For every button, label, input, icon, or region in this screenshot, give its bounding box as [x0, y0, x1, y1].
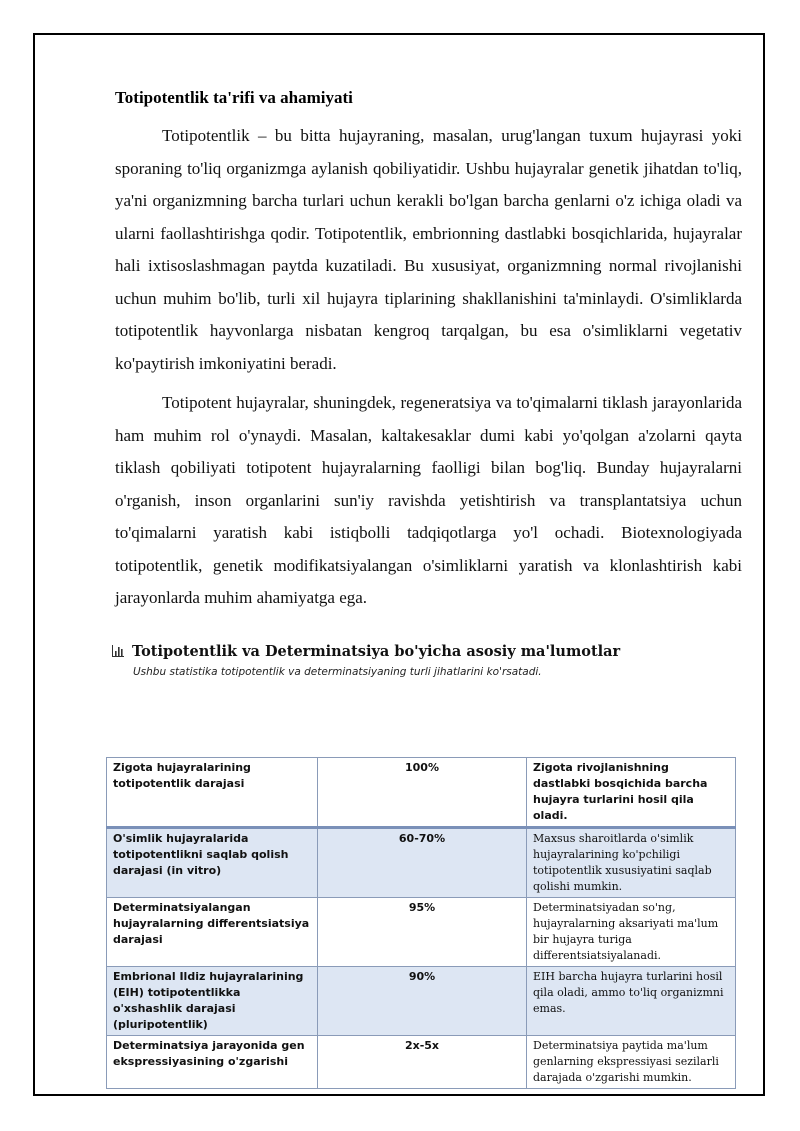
- table-title: [112, 643, 742, 660]
- row-value: 60-70%: [318, 828, 527, 898]
- row-label: Determinatsiya jarayonida gen ekspressiyasining o'zgarishi: [107, 1036, 318, 1089]
- row-label: O'simlik hujayralarida totipotentlikni saqlab qolish darajasi (in vitro): [107, 828, 318, 898]
- row-value: 100%: [318, 758, 527, 828]
- section-heading: Totipotentlik ta'rifi va ahamiyati: [115, 88, 353, 107]
- row-note: Maxsus sharoitlarda o'simlik hujayralarining ko'pchiligi totipotentlik xususiyatini saqlab qolishi mumkin.: [527, 828, 736, 898]
- bar-chart-icon: [112, 645, 124, 657]
- row-note: EIH barcha hujayra turlarini hosil qila oladi, ammo to'liq organizmni emas.: [527, 967, 736, 1036]
- row-label: Embrional Ildiz hujayralarining (EIH) totipotentlikka o'xshashlik darajasi (pluripotentlik): [107, 967, 318, 1036]
- table-row: [107, 1036, 736, 1089]
- paragraph-1: Totipotentlik – bu bitta hujayraning, masalan, urug'langan tuxum hujayrasi yoki sporaning to'liq organizmga aylanish qobiliyatidir. Ushbu hujayralar genetik jihatdan to'liq, ya'ni organizmning barcha turlari uchun kerakli bo'lgan barcha genlarni o'z ichiga oladi va ularni faollashtirishga qodir. Totipotentlik, embrionning dastlabki bosqichlarida, hujayralar hali ixtisoslashmagan paytda kuzatiladi. Bu xususiyat, organizmning normal rivojlanishi uchun muhim bo'lib, turli xil hujayra tiplarining shakllanishini ta'minlaydi. O'simliklarda totipotentlik hayvonlarga nisbatan kengroq tarqalgan, bu esa o'simliklarni vegetativ ko'paytirish imkoniyatini beradi.: [115, 126, 742, 373]
- table-caption: Ushbu statistika totipotentlik va determinatsiyaning turli jihatlarini ko'rsatadi.: [133, 665, 542, 678]
- table-row: [107, 898, 736, 967]
- row-label: Determinatsiyalangan hujayralarning differentsiatsiya darajasi: [107, 898, 318, 967]
- table-row: [107, 758, 736, 828]
- stats-table: [106, 757, 736, 1089]
- table-title-text: Totipotentlik va Determinatsiya bo'yicha asosiy ma'lumotlar: [132, 642, 621, 660]
- paragraph-2: Totipotent hujayralar, shuningdek, regeneratsiya va to'qimalarni tiklash jarayonlarida ham muhim rol o'ynaydi. Masalan, kaltakesaklar dumi kabi yo'qolgan a'zolarni qayta tiklash qobiliyati totipotent hujayralarning faolligi bilan bog'liq. Bunday hujayralarni o'rganish, inson organlarini sun'iy ravishda yetishtirish va transplantatsiya uchun to'qimalarni yaratish kabi istiqbolli tadqiqotlarga yo'l ochadi. Biotexnologiyada totipotentlik, genetik modifikatsiyalangan o'simliklarni yaratish va klonlashtirish kabi jarayonlarda muhim ahamiyatga ega.: [115, 393, 742, 607]
- row-note: Determinatsiyadan so'ng, hujayralarning aksariyati ma'lum bir hujayra turiga differentsiatsiyalanadi.: [527, 898, 736, 967]
- row-label: Zigota hujayralarining totipotentlik darajasi: [107, 758, 318, 828]
- table-row: [107, 828, 736, 898]
- row-note: Determinatsiya paytida ma'lum genlarning ekspressiyasi sezilarli darajada o'zgarishi mumkin.: [527, 1036, 736, 1089]
- row-value: 95%: [318, 898, 527, 967]
- row-value: 90%: [318, 967, 527, 1036]
- row-note: Zigota rivojlanishning dastlabki bosqichida barcha hujayra turlarini hosil qila oladi.: [527, 758, 736, 828]
- table-row: [107, 967, 736, 1036]
- row-value: 2x-5x: [318, 1036, 527, 1089]
- document-body: [115, 86, 742, 684]
